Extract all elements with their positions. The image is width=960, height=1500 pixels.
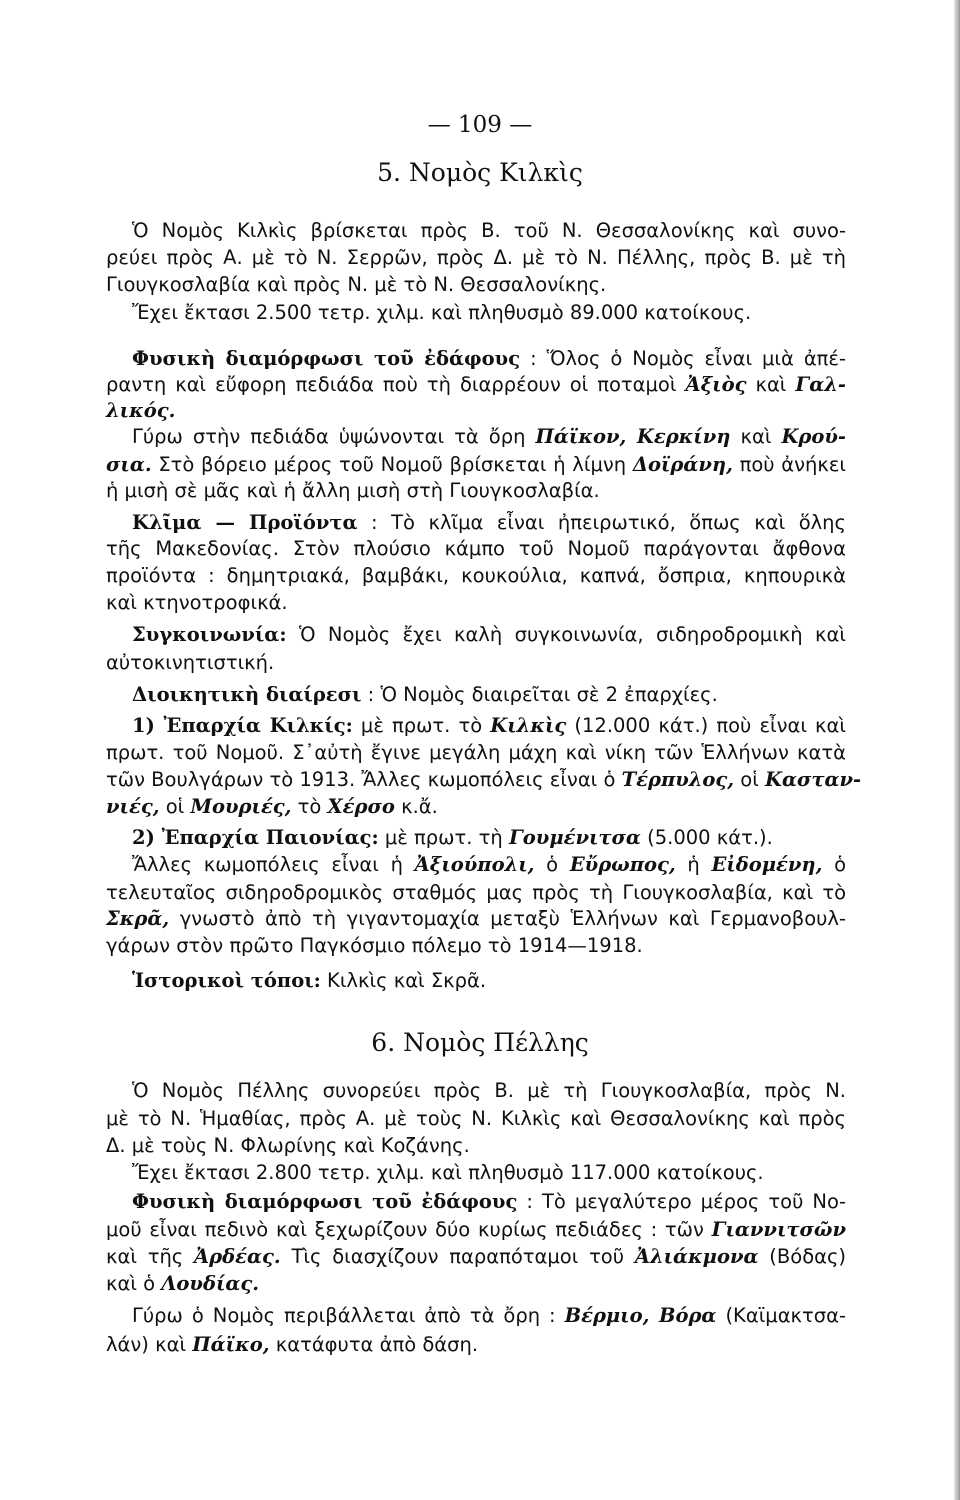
- text-span: Ἄλλες κωμοπόλεις εἶναι ἡ: [132, 853, 403, 876]
- subheading: Φυσικὴ διαμόρφωσι τοῦ ἐδάφους: [132, 347, 521, 370]
- text-span: λάν) καὶ: [106, 1333, 187, 1356]
- text-span: : Τὸ κλῖμα εἶναι ἠπειρωτικό, ὅπως καὶ ὅλης: [371, 511, 846, 534]
- text-line: [106, 452, 846, 478]
- text-span: γνωστὸ ἀπὸ τὴ γιγαντομαχία μεταξὺ Ἑλλήνων καὶ Γερμανοβουλ-: [179, 907, 846, 930]
- text-span: ὁ: [834, 853, 847, 876]
- text-span: : Τὸ μεγαλύτερο μέρος τοῦ Νο-: [526, 1190, 846, 1213]
- text-span: καὶ ὁ: [106, 1272, 156, 1295]
- text-line: [106, 933, 846, 959]
- text-span: Ἔχει ἔκτασι 2.800 τετρ. χιλμ. καὶ πληθυσμὸ 117.000 κατοίκους.: [132, 1161, 764, 1184]
- text-span: : Ὁ Νομὸς διαιρεῖται σὲ 2 ἐπαρχίες.: [367, 683, 718, 706]
- text-span: καὶ: [740, 425, 772, 448]
- text-span: (Καϊμακτσα-: [725, 1304, 847, 1327]
- text-line: [132, 682, 846, 708]
- text-span: ἡ μισὴ σὲ μᾶς καὶ ἡ ἄλλη μισὴ στὴ Γιουγκοσλαβία.: [106, 479, 600, 502]
- text-line: [132, 218, 846, 244]
- place-name: νιές,: [106, 795, 160, 818]
- text-line: [106, 590, 846, 616]
- text-line: [106, 478, 846, 504]
- text-line: [106, 906, 846, 932]
- text-span: οἱ: [740, 768, 759, 791]
- text-line: [132, 300, 846, 326]
- place-name: Πάϊκον, Κερκίνη: [535, 425, 731, 448]
- text-line: [132, 1189, 846, 1215]
- text-line: [132, 1078, 846, 1104]
- text-span: ἡ: [687, 853, 700, 876]
- text-line: [132, 825, 846, 851]
- text-span: (5.000 κάτ.).: [647, 826, 773, 849]
- text-span: μοῦ εἶναι πεδινὸ καὶ ξεχωρίζουν δύο κυρίως πεδιάδες : τῶν: [106, 1218, 704, 1241]
- text-span: Στὸ βόρειο μέρος τοῦ Νομοῦ βρίσκεται ἡ λίμνη: [158, 453, 627, 476]
- text-line: [106, 272, 846, 298]
- text-line: [132, 424, 846, 450]
- text-line: [106, 1244, 846, 1270]
- text-span: μὲ τὸ Ν. Ἡμαθίας, πρὸς Α. μὲ τοὺς Ν. Κιλκὶς καὶ Θεσσαλονίκης καὶ πρὸς: [106, 1107, 846, 1130]
- text-span: πρωτ. τοῦ Νομοῦ. Σ᾽αὐτὴ ἔγινε μεγάλη μάχη καὶ νίκη τῶν Ἑλλήνων κατὰ: [106, 741, 846, 764]
- page-edge-shadow: [954, 0, 960, 1500]
- text-span: τῆς Μακεδονίας. Στὸν πλούσιο κάμπο τοῦ Νομοῦ παράγονται ἄφθονα: [106, 537, 846, 560]
- place-name: Ἀξιὸς: [685, 373, 747, 396]
- text-line: [106, 1332, 846, 1358]
- text-line: [106, 794, 846, 820]
- text-span: προϊόντα : δημητριακά, βαμβάκι, κουκούλια, καπνά, ὄσπρια, κηπουρικὰ: [106, 564, 846, 587]
- text-line: [132, 346, 846, 372]
- text-span: Ἔχει ἔκτασι 2.500 τετρ. χιλμ. καὶ πληθυσμὸ 89.000 κατοίκους.: [132, 301, 752, 324]
- text-span: Γιουγκοσλαβία καὶ πρὸς Ν. μὲ τὸ Ν. Θεσσαλονίκης.: [106, 273, 607, 296]
- place-name: Λουδίας.: [161, 1272, 260, 1295]
- place-name: Εἰδομένη,: [711, 853, 823, 876]
- text-line: [132, 1303, 846, 1329]
- text-span: Ὁ Νομὸς Πέλλης συνορεύει πρὸς Β. μὲ τὴ Γιουγκοσλαβία, πρὸς Ν.: [132, 1079, 846, 1102]
- place-name: Τέρπυλος,: [621, 768, 735, 791]
- text-span: Ὁ Νομὸς ἔχει καλὴ συγκοινωνία, σιδηροδρομικὴ καὶ: [298, 623, 847, 646]
- text-span: τελευταῖος σιδηροδρομικὸς σταθμός μας πρὸς τὴ Γιουγκοσλαβία, καὶ τὸ: [106, 881, 846, 904]
- text-span: μὲ πρωτ. τὸ: [360, 714, 483, 737]
- place-name: Ἀλιάκμονα: [634, 1245, 759, 1268]
- text-span: (Βόδας): [769, 1245, 847, 1268]
- text-span: Κιλκὶς καὶ Σκρᾶ.: [327, 969, 487, 992]
- text-span: ὁ: [546, 853, 559, 876]
- place-name: Μουριές,: [190, 795, 292, 818]
- subheading: 1) Ἐπαρχία Κιλκίς:: [132, 714, 353, 737]
- text-line: [132, 968, 846, 994]
- text-line: [132, 510, 846, 536]
- text-line: [106, 372, 846, 398]
- text-span: καὶ κτηνοτροφικά.: [106, 591, 288, 614]
- place-name: Δοϊράνη,: [632, 453, 733, 476]
- text-span: Γύρω ὁ Νομὸς περιβάλλεται ἀπὸ τὰ ὄρη :: [132, 1304, 556, 1327]
- text-line: [132, 713, 846, 739]
- text-line: [106, 1271, 846, 1297]
- text-line: [106, 1106, 846, 1132]
- place-name: Βέρμιο, Βόρα: [564, 1304, 717, 1327]
- text-line: [132, 1160, 846, 1186]
- text-span: μὲ πρωτ. τὴ: [384, 826, 503, 849]
- place-name: Εὔρωπος,: [569, 853, 676, 876]
- place-name: Ἀρδέας.: [194, 1245, 281, 1268]
- text-line: [132, 622, 846, 648]
- place-name: Γαλ-: [795, 373, 847, 396]
- text-span: τῶν Βουλγάρων τὸ 1913. Ἄλλες κωμοπόλεις εἶναι ὁ: [106, 768, 616, 791]
- subheading: Διοικητικὴ διαίρεσι: [132, 683, 362, 706]
- text-span: ρεύει πρὸς Α. μὲ τὸ Ν. Σερρῶν, πρὸς Δ. μὲ τὸ Ν. Πέλλης, πρὸς Β. μὲ τὴ: [106, 246, 846, 269]
- subheading: Συγκοινωνία:: [132, 623, 287, 646]
- text-span: γάρων στὸν πρῶτο Παγκόσμιο πόλεμο τὸ 1914—1918.: [106, 934, 643, 957]
- text-line: [106, 740, 846, 766]
- place-name: Γουμένιτσα: [508, 826, 641, 849]
- text-span: Ὁ Νομὸς Κιλκὶς βρίσκεται πρὸς Β. τοῦ Ν. Θεσσαλονίκης καὶ συνο-: [132, 219, 846, 242]
- text-line: [106, 650, 846, 676]
- text-span: ραντη καὶ εὔφορη πεδιάδα ποὺ τὴ διαρρέουν οἱ ποταμοὶ: [106, 373, 677, 396]
- text-span: (12.000 κάτ.) ποὺ εἶναι καὶ: [574, 714, 846, 737]
- text-line: [106, 563, 846, 589]
- text-span: αὐτοκινητιστική.: [106, 651, 275, 674]
- place-name: λικός.: [106, 399, 176, 422]
- text-span: οἱ: [165, 795, 185, 818]
- text-span: Δ. μὲ τοὺς Ν. Φλωρίνης καὶ Κοζάνης.: [106, 1134, 470, 1157]
- text-line: [106, 880, 846, 906]
- text-span: καὶ: [755, 373, 787, 396]
- text-line: [106, 1133, 846, 1159]
- subheading: Ἱστορικοὶ τόποι:: [132, 969, 321, 992]
- subheading: 2) Ἐπαρχία Παιονίας:: [132, 826, 379, 849]
- text-span: Γύρω στὴν πεδιάδα ὑψώνονται τὰ ὄρη: [132, 425, 526, 448]
- section-heading-pella: 6. Νομὸς Πέλλης: [371, 1028, 589, 1057]
- place-name: Γιαννιτσῶν: [711, 1218, 846, 1241]
- text-line: [106, 536, 846, 562]
- page-number: — 109 —: [427, 112, 533, 138]
- place-name: Κιλκὶς: [490, 714, 567, 737]
- text-line: [106, 398, 846, 424]
- section-heading-kilkis: 5. Νομὸς Κιλκὶς: [377, 158, 583, 187]
- subheading: Κλῖμα — Προϊόντα: [132, 511, 358, 534]
- place-name: Ἀξιούπολι,: [414, 853, 535, 876]
- text-span: ποὺ ἀνήκει: [739, 453, 846, 476]
- place-name: σια.: [106, 453, 152, 476]
- place-name: Κασταν-: [765, 768, 862, 791]
- text-line: [132, 852, 846, 878]
- text-span: καὶ τῆς: [106, 1245, 184, 1268]
- text-span: : Ὅλος ὁ Νομὸς εἶναι μιὰ ἀπέ-: [530, 347, 846, 370]
- text-line: [106, 767, 862, 793]
- subheading: Φυσικὴ διαμόρφωσι τοῦ ἐδάφους: [132, 1190, 518, 1213]
- text-span: Τὶς διασχίζουν παραπόταμοι τοῦ: [291, 1245, 625, 1268]
- place-name: Κρού-: [781, 425, 847, 448]
- text-line: [106, 245, 846, 271]
- text-line: [106, 1217, 846, 1243]
- place-name: Σκρᾶ,: [106, 907, 170, 930]
- text-span: κατάφυτα ἀπὸ δάση.: [275, 1333, 479, 1356]
- place-name: Πάϊκο,: [192, 1333, 270, 1356]
- text-span: τὸ: [297, 795, 322, 818]
- place-name: Χέρσο: [327, 795, 395, 818]
- text-span: κ.ἄ.: [401, 795, 438, 818]
